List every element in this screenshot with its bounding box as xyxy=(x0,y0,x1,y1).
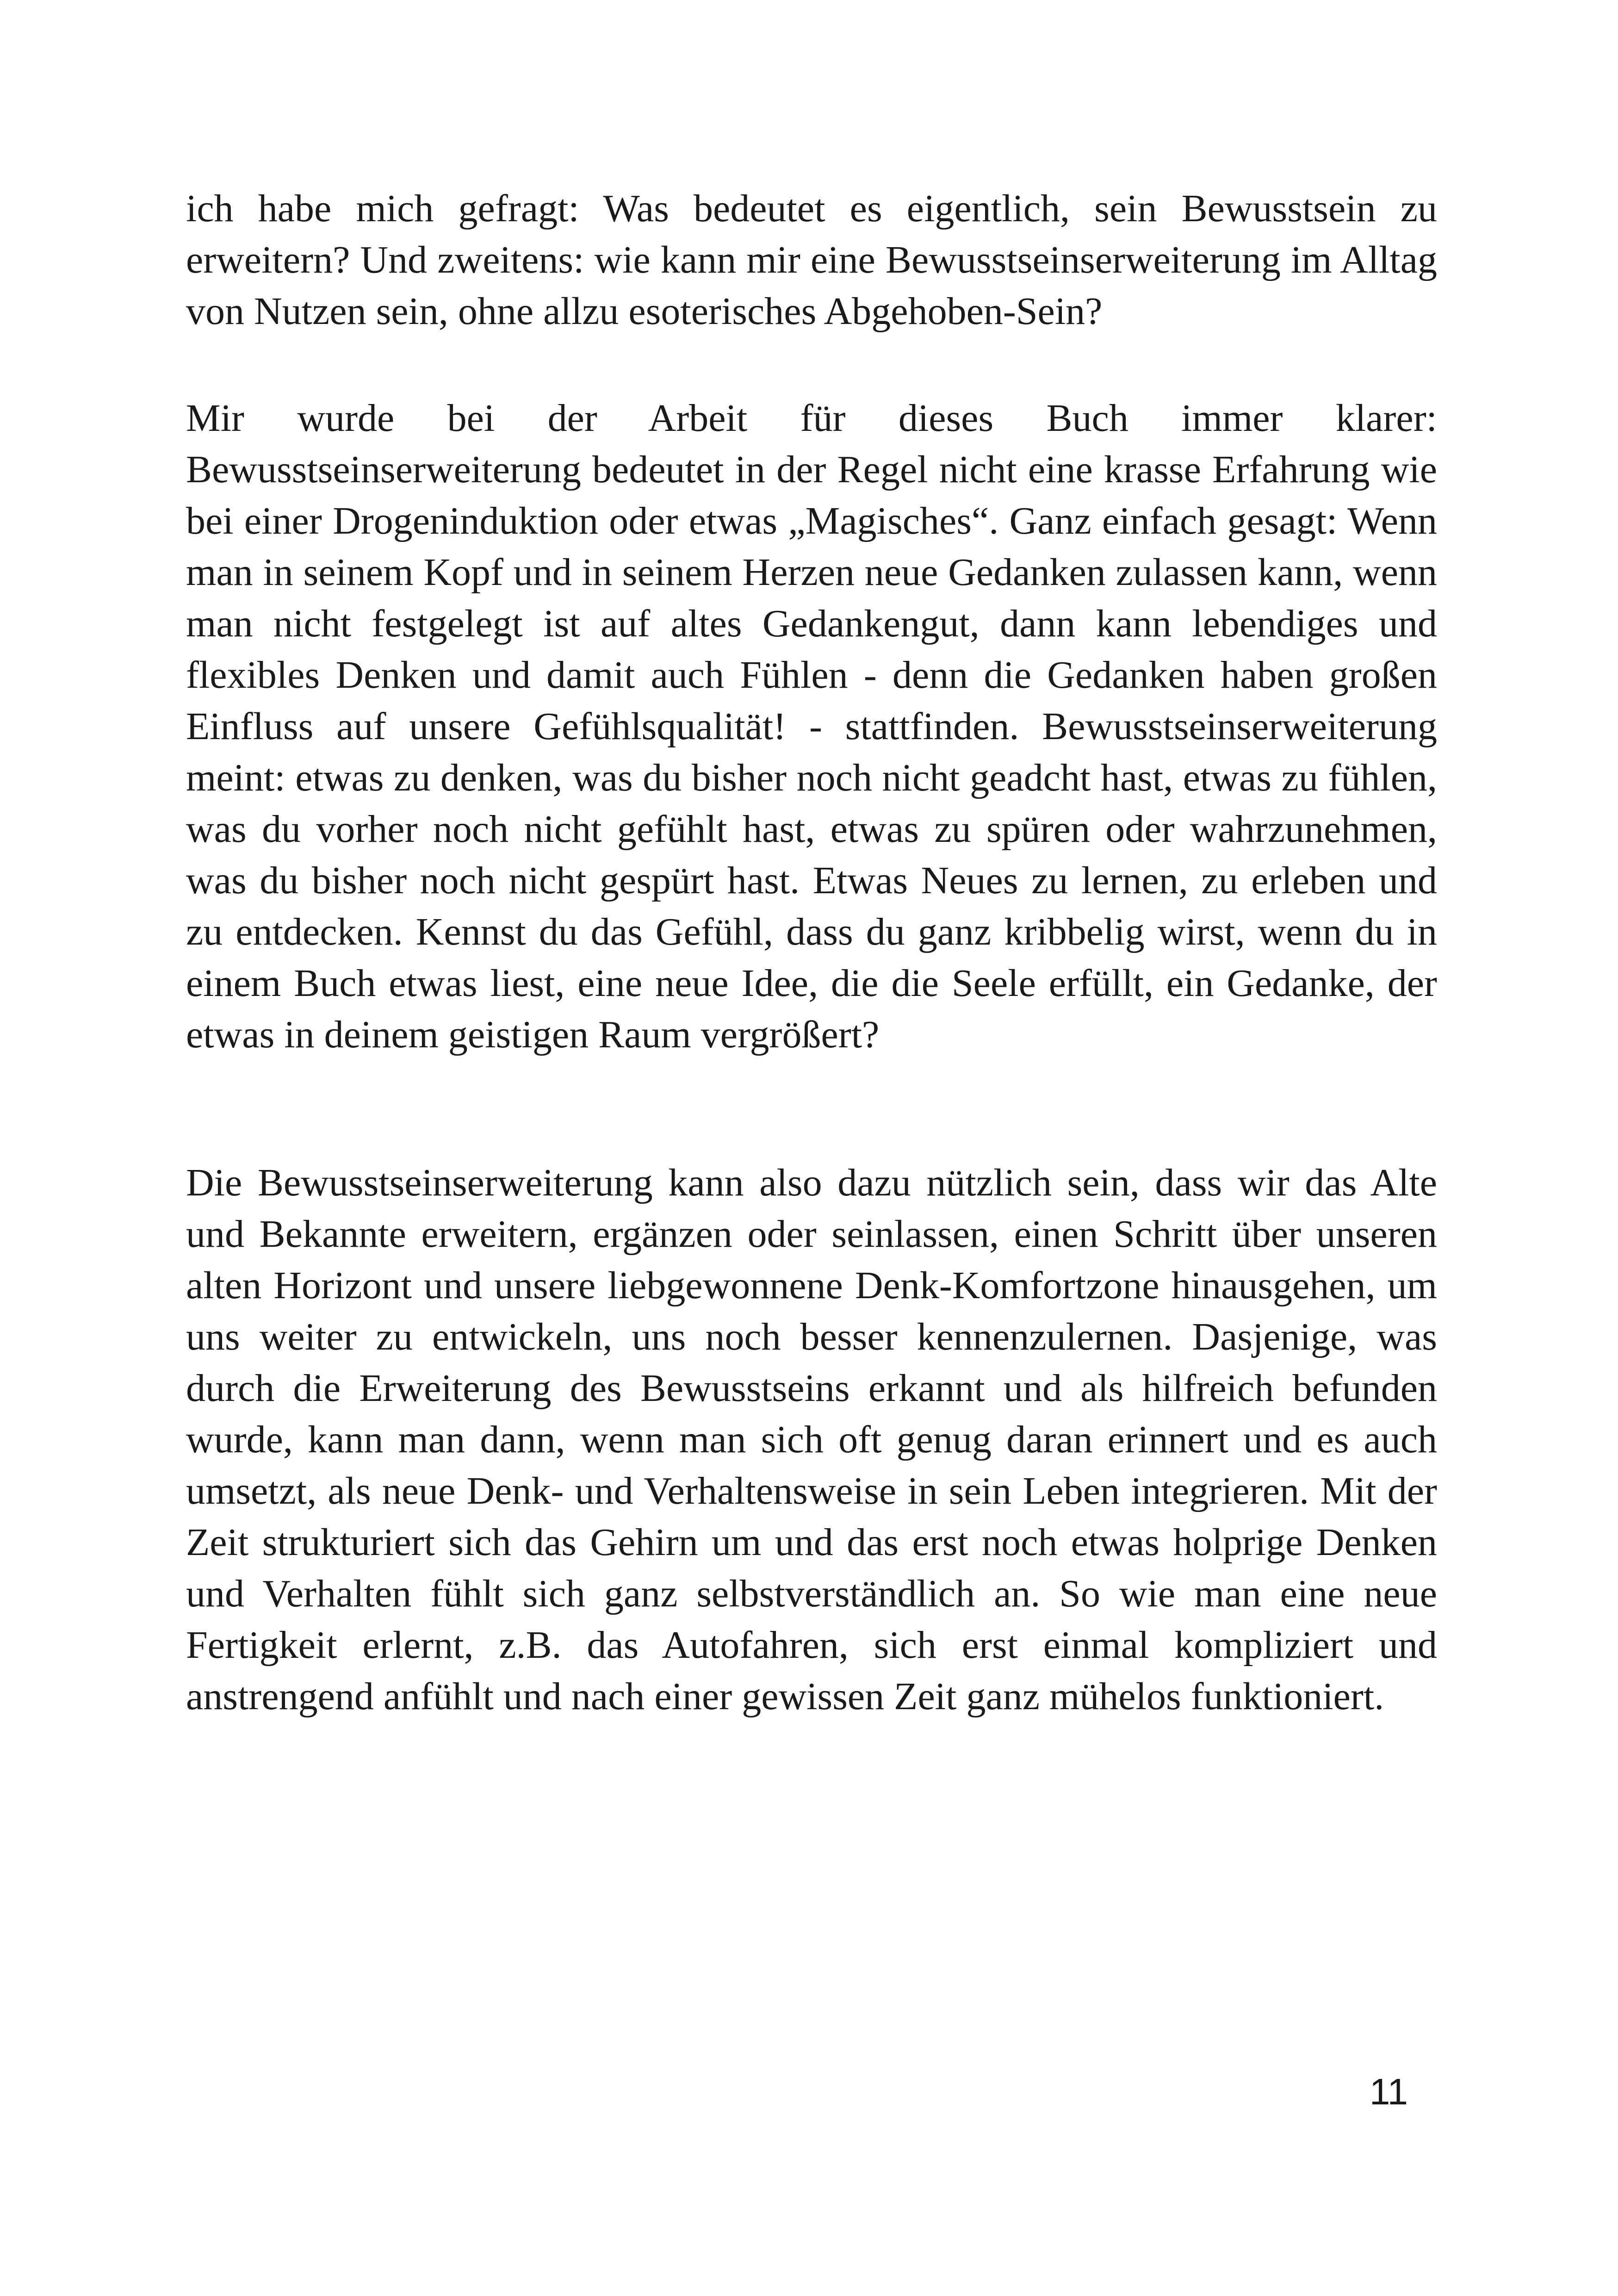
paragraph-2: Mir wurde bei der Arbeit für dieses Buch immer klarer: Bewusstseinserweiterung bedeutet in der Regel nicht eine krasse Erfahrung wie bei einer Drogeninduktion oder etwas „Magisches“. Ganz einfach gesagt: Wenn man in seinem Kopf und in seinem Herzen neue Gedanken zulassen kann, wenn man nicht festgelegt ist auf altes Gedankengut, dann kann lebendiges und flexibles Denken und damit auch Fühlen - denn die Gedanken haben großen Einfluss auf unsere Gefühlsqualität! - stattfinden. Bewusstseinserweiterung meint: etwas zu denken, was du bisher noch nicht geadcht hast, etwas zu fühlen, was du vorher noch nicht gefühlt hast, etwas zu spüren oder wahrzunehmen, was du bisher noch nicht gespürt hast. Etwas Neues zu lernen, zu erleben und zu entdecken. Kennst du das Gefühl, dass du ganz kribbelig wirst, wenn du in einem Buch etwas liest, eine neue Idee, die die Seele erfüllt, ein Gedanke, der etwas in deinem geistigen Raum vergrößert? xyxy=(186,397,1437,1056)
paragraph-3: Die Bewusstseinserweiterung kann also dazu nützlich sein, dass wir das Alte und Bekannte erweitern, ergänzen oder seinlassen, einen Schritt über unseren alten Horizont und unsere liebgewonnene Denk-Komfortzone hinausgehen, um uns weiter zu entwickeln, uns noch besser kennenzulernen. Dasjenige, was durch die Erweiterung des Bewusstseins erkannt und als hilfreich befunden wurde, kann man dann, wenn man sich oft genug daran erinnert und es auch umsetzt, als neue Denk- und Verhaltensweise in sein Leben integrieren. Mit der Zeit strukturiert sich das Gehirn um und das erst noch etwas holprige Denken und Verhalten fühlt sich ganz selbstverständlich an. So wie man eine neue Fertigkeit erlernt, z.B. das Autofahren, sich erst einmal kompliziert und anstrengend anfühlt und nach einer gewissen Zeit ganz mühelos funktioniert. xyxy=(186,1161,1437,1718)
paragraph-1: ich habe mich gefragt: Was bedeutet es eigentlich, sein Bewusstsein zu erweitern? Und zweitens: wie kann mir eine Bewusstseinserweiterung im Alltag von Nutzen sein, ohne allzu esoterisches Abgehoben-Sein? xyxy=(186,187,1437,333)
page-number: 11 xyxy=(1370,2071,1408,2112)
